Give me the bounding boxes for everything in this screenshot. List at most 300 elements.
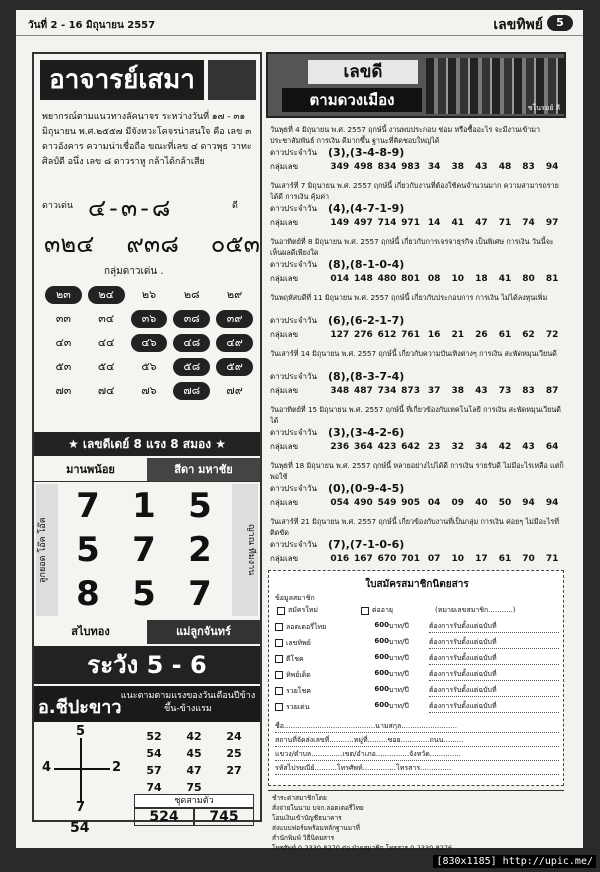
group-number: 61 [498,554,512,564]
group-number: 07 [427,554,441,564]
cross-left: 4 [42,760,52,775]
row-label: ดาวประจำวัน [270,204,317,213]
star-row [270,370,564,384]
grid-number: ๕๔ [97,360,115,373]
star-row [270,538,564,552]
entry-description: วันเสาร์ที่ 21 มิถุนายน พ.ศ. 2557 ฤกษ์นี้ เกี่ยวข้องกับงานที่เป็นกลุ่ม การเงิน ค่อยๆ ไม่มีอะไรที่ติดขัด [270,517,559,537]
group-number: 670 [377,554,397,564]
row-label: ดาวประจำวัน [270,316,317,325]
name-label: แม่ลูกจันทร์ [147,620,260,644]
cross-top: 5 [76,724,86,739]
watermark: [830x1185] http://upic.me/ [433,855,596,868]
sub-start-field[interactable]: ต้องการรับตั้งแต่ฉบับที่ [429,653,559,665]
two-digit-number: 52 [146,730,162,743]
payment-line: ส่งแบบฟอร์มพร้อมหลักฐานมาที่ [272,824,360,832]
column-title: อาจารย์เสมา [40,60,204,100]
group-number: 761 [401,330,420,340]
daily-entry [270,236,564,286]
entry-description: วันอาทิตย์ที่ 15 มิถุนายน พ.ศ. 2557 ฤกษ์นี้ ที่เกี่ยวข้องกับเทคโนโลยี การเงิน สะพัดหมุนเวียนดีได้ [270,405,561,425]
subscription-row [275,701,559,713]
group-number: 48 [498,162,512,172]
payment-line: ชำระค่าสมาชิกโดย [272,794,327,802]
sub-unit: บาท/ปี [389,654,409,662]
group-number: 834 [377,162,397,172]
star-value: (6),(6-2-1-7) [328,314,405,327]
checkbox[interactable] [275,671,283,679]
sub-name[interactable] [275,685,339,697]
banner-byline: ชโนรมย์ ลี [527,104,560,112]
big-number: 7 [188,574,212,614]
sub-name-label: ตีโชค [286,654,304,663]
group-row [270,384,564,398]
sub-price: 600 [374,637,389,645]
opt-renew[interactable] [361,605,393,616]
chud-values [134,808,254,826]
group-number: 549 [377,498,397,508]
group-number: 40 [475,498,488,508]
group-number: 74 [522,218,535,228]
group-number: 364 [353,442,373,452]
banner-line1: เลขดี [308,60,418,84]
set-item: ๙๓๘ [126,230,179,258]
big-number: 5 [132,574,156,614]
group-number: 34 [475,442,488,452]
grid-number: ๕๖ [141,360,157,373]
group-numbers [328,272,564,286]
cross-horizontal [54,768,110,770]
star-main: ๔-๓-๘ [88,194,174,222]
grid-number: ๗๔ [97,384,115,397]
group-number: 801 [401,274,420,284]
side-label-left: ลูกยอด โอ๊ค โอ๊ค [36,484,58,616]
opt-label: ต่ออายุ [372,606,393,614]
group-number: 08 [427,274,441,284]
grid-number: ๔๘ [173,334,210,352]
row-label: กลุ่มเลข [270,330,299,339]
names-bottom [34,620,260,644]
star-row [270,482,564,496]
group-number: 714 [377,218,397,228]
sub-start-field[interactable]: ต้องการรับตั้งแต่ฉบับที่ [429,669,559,681]
group-number: 701 [401,554,420,564]
sub-start-field[interactable]: ต้องการรับตั้งแต่ฉบับที่ [429,621,559,633]
group-number: 127 [330,330,350,340]
form-title: ใบสมัครสมาชิกนิตยสาร [365,579,469,590]
issue-date: วันที่ 2 - 16 มิถุนายน 2557 [28,20,156,31]
payment-line: โทรศัพท์ 0-2330-8270 ต่อ ฝ่ายสมาชิก โทรสาร 0-2330-8276 [272,844,453,852]
row-label: กลุ่มเลข [270,554,299,563]
grid-number: ๔๓ [55,336,72,349]
page-header [16,10,583,36]
sub-name[interactable] [275,701,339,713]
field-address[interactable]: สถานที่จัดส่งเลขที่...........หมู่ที่.........ซอย.............ถนน......... [275,735,559,747]
sub-name-label: เลขทิพย์ [286,638,311,647]
grid-number: ๕๘ [173,358,210,376]
star-row [270,202,564,216]
number-grid [42,286,256,400]
side-label-right: ญาณ ทีมงาน [232,484,258,616]
opt-new[interactable] [277,605,318,616]
cross-foot: 54 [70,820,90,836]
opt-member [435,605,515,616]
cross-right: 2 [112,760,122,775]
entry-description: วันพุธที่ 4 มิถุนายน พ.ศ. 2557 ฤกษ์นี้ งานพบประกอบ ช่อม หรือซื้ออะไร จะมีงานเข้ามาประชาสัมพันธ์ การเงิน ดีมากขึ้น ฐานะที่คิดชอบใหญ่ได้ [270,125,541,145]
sub-price: 600 [374,669,389,677]
star-row [270,146,564,160]
asee-header [34,686,260,722]
left-column [32,52,262,836]
group-number: 734 [377,386,397,396]
daily-entry [270,124,564,174]
subscription-form [268,570,564,786]
led-bar: ★ เลขดีเดย์ 8 แรง 8 สมอง ★ [34,432,260,456]
sub-unit: บาท/ปี [389,686,409,694]
group-number: 71 [498,218,512,228]
star-value: (3),(3-4-8-9) [328,146,405,159]
asee-name: อ.ชีปะขาว [38,697,122,718]
big-numbers [60,484,228,616]
grid-number: ๕๓ [55,360,72,373]
group-number: 971 [401,218,420,228]
group-number: 497 [353,218,373,228]
group-number: 490 [353,498,373,508]
row-label: กลุ่มเลข [270,218,299,227]
group-number: 94 [545,162,559,172]
grid-number: ๔๔ [97,336,115,349]
sub-name[interactable] [275,621,339,633]
group-numbers [328,496,564,510]
sub-name-label: ทิพย์เด็ด [286,670,311,679]
cross-bottom: 7 [76,800,86,815]
sub-price: 600 [374,701,389,709]
group-number: 487 [353,386,373,396]
grid-number: ๓๘ [173,310,210,328]
grid-number: ๔๖ [131,334,168,352]
big-number: 5 [188,486,212,526]
magazine-page [16,10,583,852]
sub-name[interactable] [275,637,339,649]
big-number: 2 [188,530,212,570]
group-number: 905 [401,498,420,508]
banner [266,52,566,118]
group-number: 32 [451,442,465,452]
sub-name[interactable] [275,669,339,681]
star-label: ดาวเด่น [42,201,74,211]
group-number: 73 [498,386,512,396]
group-number: 61 [498,330,512,340]
entry-description: วันพฤหัสบดีที่ 11 มิถุนายน พ.ศ. 2557 ฤกษ์นี้ เกี่ยวกับประกอบการ การเงิน ไม่ได้ลงทุนเพิ่ม [270,293,548,302]
big-number: 1 [132,486,156,526]
group-number: 276 [353,330,373,340]
daily-entry [270,516,564,566]
group-row [270,496,564,510]
group-numbers [328,440,564,454]
group-number: 47 [475,218,488,228]
group-number: 34 [427,162,441,172]
grid-number: ๒๘ [183,288,200,301]
group-number: 43 [475,162,488,172]
grid-number: ๕๙ [216,358,253,376]
name-label: สีดา มหาชัย [147,458,260,482]
magazine-title: เลขทิพย์ [493,17,543,33]
group-number: 149 [330,218,350,228]
group-number: 09 [451,498,465,508]
checkbox[interactable] [275,703,283,711]
group-number: 348 [330,386,350,396]
grid-number: ๒๙ [226,288,243,301]
two-digit-number: 27 [226,764,242,777]
checkbox[interactable] [275,655,283,663]
two-digit-number: 24 [226,730,242,743]
star-row [270,258,564,272]
grid-number: ๗๖ [141,384,157,397]
big-number: 7 [76,486,100,526]
caution-banner: ระวัง 5 - 6 [34,646,260,684]
two-digit-number: 25 [226,747,242,760]
sub-name-label: รวยเด่น [286,702,310,711]
group-number: 21 [451,330,465,340]
group-number: 167 [353,554,373,564]
entry-description: วันเสาร์ที่ 7 มิถุนายน พ.ศ. 2557 ฤกษ์นี้ เกี่ยวกับงานที่ต้องใช้คนจำนวนมาก ความสามารถรายได้ดี การเงิน คุ้มค่า [270,181,559,201]
name-label: มานพน้อย [34,458,147,482]
group-number: 349 [330,162,350,172]
field-district[interactable]: แขวง/ตำบล..............เขต/อำเภอ...............จังหวัด.............. [275,749,559,761]
star-suffix: ดี [232,201,238,211]
row-label: กลุ่มเลข [270,498,299,507]
group-number: 236 [330,442,350,452]
group-number: 10 [451,554,465,564]
daily-entry [270,292,564,342]
two-digit-number: 54 [146,747,162,760]
page-number: 5 [547,15,573,31]
group-number: 17 [475,554,488,564]
daily-entry [270,348,564,398]
group-number: 498 [353,162,373,172]
grid-number: ๓๔ [98,312,115,325]
sub-price: 600 [374,621,389,629]
group-numbers [328,216,564,230]
group-number: 42 [498,442,512,452]
two-digit-number: 75 [186,781,202,794]
checkbox[interactable] [275,639,283,647]
big-number: 7 [132,530,156,570]
cross-vertical [80,738,82,802]
row-label: ดาวประจำวัน [270,148,317,157]
daily-entry [270,404,564,454]
payment-line: โอนเงินเข้าบัญชีธนาคาร [272,814,342,822]
group-number: 480 [377,274,397,284]
group-number: 016 [330,554,350,564]
star-row [270,314,564,328]
star-value: (7),(7-1-0-6) [328,538,405,551]
group-row [270,160,564,174]
group-number: 94 [545,498,559,508]
sub-name[interactable] [275,653,339,665]
checkbox[interactable] [277,607,285,615]
sub-unit: บาท/ปี [389,622,409,630]
star-value: (8),(8-3-7-4) [328,370,405,383]
form-type-label: ข้อมูลสมาชิก [275,594,315,602]
names-top [34,458,260,482]
star-value: (0),(0-9-4-5) [328,482,405,495]
sub-start-field[interactable]: ต้องการรับตั้งแต่ฉบับที่ [429,685,559,697]
sub-price: 600 [374,653,389,661]
group-row [270,216,564,230]
checkbox[interactable] [275,623,283,631]
sub-name-label: รวยโชค [286,686,311,695]
group-number: 14 [427,218,441,228]
group-number: 423 [377,442,397,452]
subscription-row [275,669,559,681]
asee-subtitle: แนะตามตามแรงของวันเดือนปีข้างขึ้น-ข้างแรม [120,691,256,714]
group-number: 38 [451,386,465,396]
row-label: ดาวประจำวัน [270,428,317,437]
group-number: 64 [545,442,559,452]
group-number: 83 [522,162,535,172]
group-number: 18 [475,274,488,284]
field-postal[interactable]: รหัสไปรษณีย์..........โทรศัพท์...............โทรสาร.............. [275,763,559,775]
star-row [270,426,564,440]
group-number: 26 [475,330,488,340]
big-number: 5 [76,530,100,570]
star-value: (3),(3-4-2-6) [328,426,405,439]
grid-number: ๗๘ [173,382,210,400]
sub-name-label: ลอตเตอรี่ไทย [286,622,327,631]
row-label: กลุ่มเลข [270,442,299,451]
star-value: (4),(4-7-1-9) [328,202,405,215]
row-label: กลุ่มเลข [270,274,299,283]
daily-entry [270,180,564,230]
row-label: ดาวประจำวัน [270,260,317,269]
opt-label: สมัครใหม่ [288,606,318,614]
daily-entry [270,460,564,510]
grid-number: ๓๓ [55,312,71,325]
row-label: ดาวประจำวัน [270,484,317,493]
payment-info [268,790,564,864]
chud-value: 745 [194,808,254,826]
subscription-row [275,653,559,665]
set-item: ๓๒๔ [44,230,95,258]
sub-start-field[interactable]: ต้องการรับตั้งแต่ฉบับที่ [429,637,559,649]
group-number: 97 [545,218,559,228]
opt-label: (หมายเลขสมาชิก...........) [435,606,516,614]
group-number: 94 [522,498,535,508]
row-label: กลุ่มเลข [270,162,299,171]
payment-line: สำนักพิมพ์ วิธีนิตยสาร [272,834,335,842]
group-number: 87 [545,386,559,396]
group-number: 41 [451,218,465,228]
two-digit-number: 74 [146,781,162,794]
entry-description: วันเสาร์ที่ 14 มิถุนายน พ.ศ. 2557 ฤกษ์นี้ เกี่ยวกับความบันเทิงต่างๆ การเงิน สะพัดหมุนเวียนดี [270,349,557,358]
group-row [270,552,564,566]
entries-list [270,124,564,572]
group-number: 873 [401,386,420,396]
grid-number: ๓๖ [131,310,168,328]
sub-unit: บาท/ปี [389,670,409,678]
cross-diagram [42,724,122,836]
two-digit-number: 47 [186,764,202,777]
grid-number: ๔๙ [216,334,253,352]
grid-number: ๒๔ [88,286,125,304]
group-number: 43 [522,442,535,452]
subscription-row [275,685,559,697]
group-number: 054 [330,498,350,508]
sub-unit: บาท/ปี [389,638,409,646]
two-digit-number: 42 [186,730,202,743]
group-numbers [328,328,564,342]
intro-text: พยากรณ์ตามแนวทางลัคนาจร ระหว่างวันที่ ๑๗ - ๓๑ มิถุนายน พ.ศ.๒๕๕๗ มีจังหวะโคจรน่าสนใจ คือ เลข ๓ ดาวอังคาร ความน่าเชื่อถือ ขณะที่เลข ๔ ดาวพุธ วาทะศิลป์ดี อนึ่ง เลข ๘ ดาวราหู กล้าได้กล้าเสีย [42,112,252,167]
row-label: ดาวประจำวัน [270,372,317,381]
banner-line2: ตามดวงเมือง [282,88,422,112]
big-number: 8 [76,574,100,614]
set-item: ๐๕๓ [210,230,260,258]
group-number: 50 [498,498,512,508]
group-row [270,328,564,342]
name-label: สไบทอง [71,625,110,638]
group-number: 72 [545,330,559,340]
two-digit-number: 45 [186,747,202,760]
group-number: 23 [427,442,441,452]
entry-description: วันอาทิตย์ที่ 8 มิถุนายน พ.ศ. 2557 ฤกษ์นี้ เกี่ยวกับการเจรจาธุรกิจ เป็นพิเศษ การเงิน วันนี้จะเห็นผลดีเพียงใด [270,237,554,257]
group-number: 83 [522,386,535,396]
group-number: 81 [545,274,559,284]
group-number: 80 [522,274,535,284]
group-row [270,272,564,286]
sub-unit: บาท/ปี [389,702,409,710]
group-number: 38 [451,162,465,172]
group-label: กลุ่มดาวเด่น . [104,266,164,277]
group-number: 148 [353,274,373,284]
two-digit-number: 57 [146,764,162,777]
portrait-photo [208,60,256,100]
subscription-row [275,621,559,633]
sub-price: 600 [374,685,389,693]
grid-number: ๒๖ [141,288,157,301]
group-number: 41 [498,274,512,284]
group-number: 612 [377,330,397,340]
grid-number: ๗๓ [55,384,72,397]
group-number: 37 [427,386,441,396]
three-digit-sets [44,224,260,263]
group-numbers [328,552,564,566]
checkbox[interactable] [275,687,283,695]
group-number: 04 [427,498,441,508]
group-number: 16 [427,330,441,340]
group-number: 62 [522,330,535,340]
grid-number: ๗๙ [226,384,243,397]
row-label: กลุ่มเลข [270,386,299,395]
group-number: 71 [545,554,559,564]
two-digit-grid [134,730,254,794]
group-number: 014 [330,274,350,284]
entry-description: วันพุธที่ 18 มิถุนายน พ.ศ. 2557 ฤกษ์นี้ หลายอย่างไปได้ดี การเงิน รายรับดี ไม่มีอะไรเหลือ แต่ก็พอใช้ [270,461,564,481]
group-number: 70 [522,554,535,564]
chud-label: ชุดสามตัว [134,794,254,808]
group-number: 642 [401,442,420,452]
grid-number: ๒๓ [45,286,82,304]
sub-start-field[interactable]: ต้องการรับตั้งแต่ฉบับที่ [429,701,559,713]
group-number: 10 [451,274,465,284]
field-name[interactable]: ชื่อ.........................................นามสกุล......................... [275,721,559,733]
row-label: ดาวประจำวัน [270,540,317,549]
payment-line: สั่งจ่ายในนาม บจก.ลอตเตอรี่ไทย [272,804,364,812]
star-value: (8),(8-1-0-4) [328,258,405,271]
subscription-row [275,637,559,649]
grid-number: ๓๙ [216,310,253,328]
checkbox[interactable] [361,607,369,615]
group-numbers [328,384,564,398]
group-number: 983 [401,162,420,172]
